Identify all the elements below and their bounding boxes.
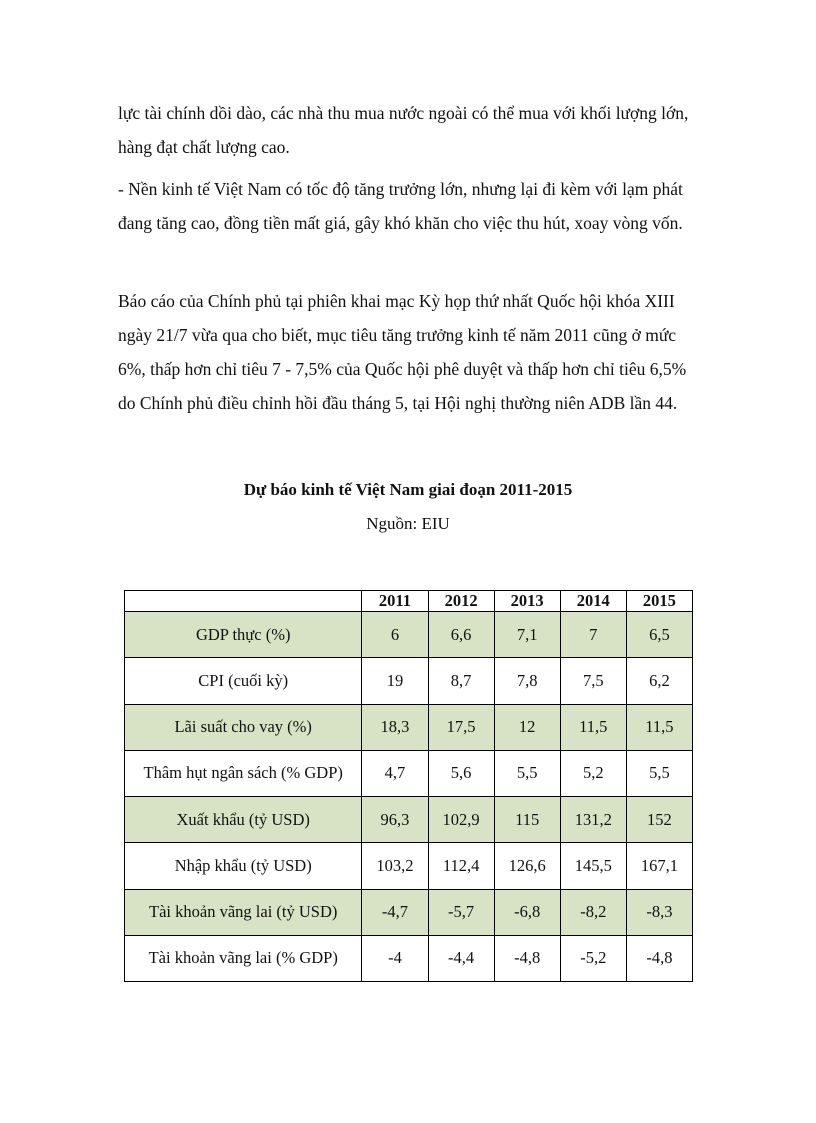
paragraph-1: lực tài chính dồi dào, các nhà thu mua nước ngoài có thể mua với khối lượng lớn, hàng đạt chất lượng cao. xyxy=(118,103,689,157)
table-cell: -8,3 xyxy=(626,889,692,935)
year-header: 2013 xyxy=(494,591,560,612)
forecast-table xyxy=(124,590,693,982)
table-cell: 5,5 xyxy=(494,750,560,796)
header-empty-cell xyxy=(125,591,362,612)
paragraph-2: - Nền kinh tế Việt Nam có tốc độ tăng trưởng lớn, nhưng lại đi kèm với lạm phát đang tăng cao, đồng tiền mất giá, gây khó khăn cho việc thu hút, xoay vòng vốn. xyxy=(118,179,683,233)
table-cell: 7,8 xyxy=(494,658,560,704)
table-cell: -4,8 xyxy=(626,935,692,981)
table-cell: 102,9 xyxy=(428,797,494,843)
table-cell: -4 xyxy=(362,935,428,981)
table-row xyxy=(125,612,693,658)
table-cell: 6,5 xyxy=(626,612,692,658)
table-cell: 18,3 xyxy=(362,704,428,750)
table-cell: -5,2 xyxy=(560,935,626,981)
year-header: 2014 xyxy=(560,591,626,612)
paragraph-3: Báo cáo của Chính phủ tại phiên khai mạc Kỳ họp thứ nhất Quốc hội khóa XIII ngày 21/7 vừa qua cho biết, mục tiêu tăng trưởng kinh tế năm 2011 cũng ở mức 6%, thấp hơn chỉ tiêu 7 - 7,5% của Quốc hội phê duyệt và thấp hơn chỉ tiêu 6,5% do Chính phủ điều chỉnh hồi đầu tháng 5, tại Hội nghị thường niên ADB lần 44. xyxy=(118,291,687,413)
table-cell: 152 xyxy=(626,797,692,843)
table-cell: 115 xyxy=(494,797,560,843)
table-cell: -4,8 xyxy=(494,935,560,981)
table-row xyxy=(125,797,693,843)
table-cell: 5,6 xyxy=(428,750,494,796)
table-cell: 7 xyxy=(560,612,626,658)
table-row xyxy=(125,704,693,750)
table-source: Nguồn: EIU xyxy=(366,514,450,533)
table-title: Dự báo kinh tế Việt Nam giai đoạn 2011-2015 xyxy=(243,480,573,499)
table-cell: 96,3 xyxy=(362,797,428,843)
table-row xyxy=(125,843,693,889)
table-cell: 19 xyxy=(362,658,428,704)
table-cell: 11,5 xyxy=(560,704,626,750)
table-cell: 167,1 xyxy=(626,843,692,889)
table-cell: 5,2 xyxy=(560,750,626,796)
table-cell: 6,6 xyxy=(428,612,494,658)
table-row xyxy=(125,658,693,704)
table-cell: 7,1 xyxy=(494,612,560,658)
table-cell: 6 xyxy=(362,612,428,658)
row-label: Thâm hụt ngân sách (% GDP) xyxy=(125,750,362,796)
year-header: 2015 xyxy=(626,591,692,612)
table-cell: 7,5 xyxy=(560,658,626,704)
row-label: Xuất khẩu (tỷ USD) xyxy=(125,797,362,843)
table-row xyxy=(125,935,693,981)
year-header: 2011 xyxy=(362,591,428,612)
table-cell: 131,2 xyxy=(560,797,626,843)
table-cell: 17,5 xyxy=(428,704,494,750)
table-cell: -5,7 xyxy=(428,889,494,935)
table-cell: 5,5 xyxy=(626,750,692,796)
row-label: GDP thực (%) xyxy=(125,612,362,658)
table-cell: -8,2 xyxy=(560,889,626,935)
table-row xyxy=(125,889,693,935)
table-cell: -6,8 xyxy=(494,889,560,935)
table-cell: 103,2 xyxy=(362,843,428,889)
row-label: CPI (cuối kỳ) xyxy=(125,658,362,704)
row-label: Tài khoản vãng lai (tỷ USD) xyxy=(125,889,362,935)
table-cell: 11,5 xyxy=(626,704,692,750)
table-cell: 112,4 xyxy=(428,843,494,889)
table-row xyxy=(125,750,693,796)
table-header-row xyxy=(125,591,693,612)
table-cell: 12 xyxy=(494,704,560,750)
year-header: 2012 xyxy=(428,591,494,612)
row-label: Tài khoản vãng lai (% GDP) xyxy=(125,935,362,981)
table-cell: 4,7 xyxy=(362,750,428,796)
table-cell: 126,6 xyxy=(494,843,560,889)
table-cell: 8,7 xyxy=(428,658,494,704)
row-label: Nhập khẩu (tỷ USD) xyxy=(125,843,362,889)
table-cell: 6,2 xyxy=(626,658,692,704)
table-cell: -4,4 xyxy=(428,935,494,981)
table-cell: -4,7 xyxy=(362,889,428,935)
row-label: Lãi suất cho vay (%) xyxy=(125,704,362,750)
table-cell: 145,5 xyxy=(560,843,626,889)
